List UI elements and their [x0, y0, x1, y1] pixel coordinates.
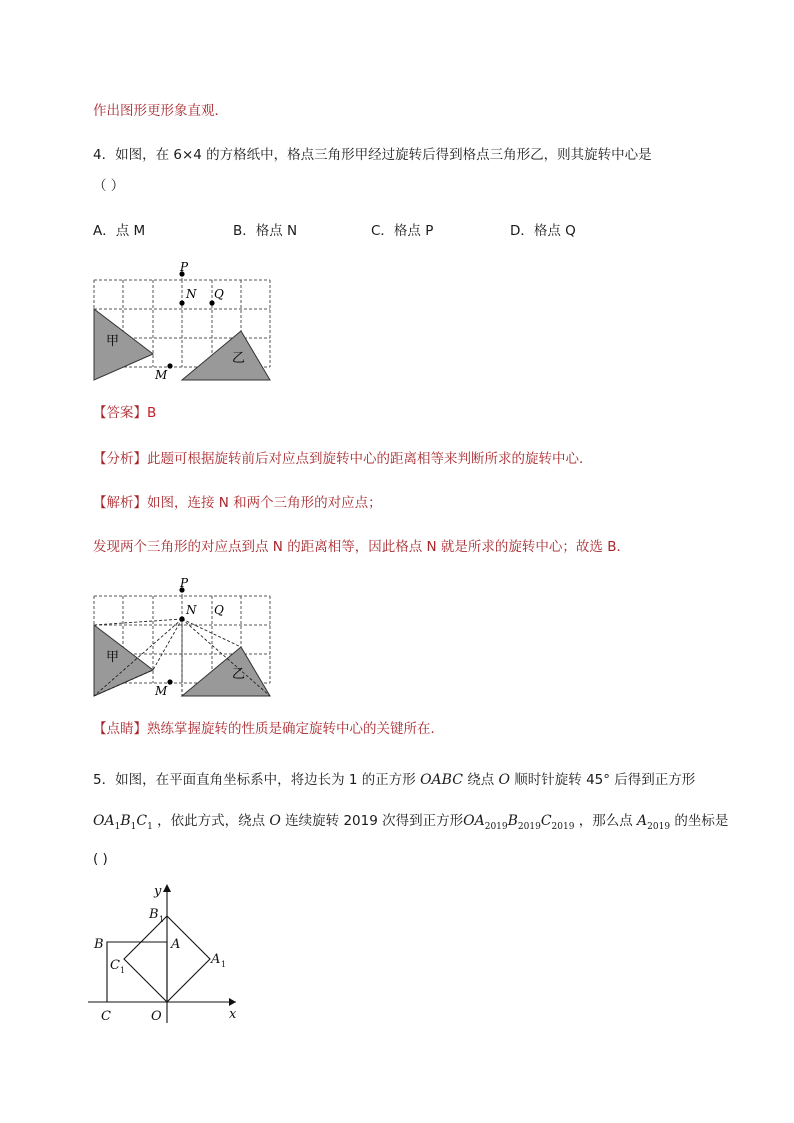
q4-paren: （ ） — [93, 178, 125, 194]
q5-text-2d: 的坐标是 — [670, 813, 729, 829]
q5-oa2019: $OA_{2019}B_{2019}C_{2019}$ — [463, 813, 575, 832]
intro-tail: 作出图形更形象直观． — [93, 103, 228, 119]
q4-option-d: D．格点 Q — [510, 223, 576, 239]
label-n: N — [186, 287, 197, 301]
label-p: P — [180, 260, 189, 274]
label-b1-sub: 1 — [159, 915, 165, 924]
label-yi-2: 乙 — [232, 667, 246, 682]
q4-solution-2 — [93, 537, 630, 557]
label-c1: C — [110, 958, 120, 973]
q4-option-c: C．格点 P — [371, 223, 434, 239]
point-m-2 — [167, 679, 172, 684]
analysis-tag: 【分析】 — [93, 451, 147, 467]
label-b1: B — [149, 907, 159, 922]
q4-option-b: B．格点 N — [233, 223, 298, 239]
solution-text-1: 如图，连接 N 和两个三角形的对应点； — [147, 495, 382, 511]
label-jia-2: 甲 — [106, 650, 120, 665]
label-q: Q — [214, 287, 224, 301]
triangle-jia — [94, 309, 153, 380]
q5-text-1b: 绕点 — [462, 772, 499, 788]
solution-2-n-2: N — [426, 539, 437, 555]
label-yi: 乙 — [232, 351, 246, 366]
label-c1-sub: 1 — [120, 966, 126, 975]
q5-line-2 — [93, 811, 728, 837]
solution-2-part-a: 发现两个三角形的对应点到点 — [93, 539, 273, 555]
label-b: B — [94, 937, 104, 952]
label-a1-sub: 1 — [221, 960, 227, 969]
q5-text-2b: 连续旋转 2019 次得到正方形 — [280, 813, 464, 829]
label-m: M — [155, 368, 168, 382]
point-n — [179, 300, 184, 305]
q4-figure-grid — [88, 258, 278, 384]
q5-paren: ( ) — [93, 851, 108, 867]
point-q — [209, 300, 214, 305]
q5-o-2: O — [269, 813, 281, 829]
label-q-2: Q — [214, 603, 224, 617]
answer-tag: 【答案】 — [93, 405, 147, 421]
q4-figure-solution — [88, 574, 278, 700]
q4-comment — [93, 719, 444, 739]
label-a: A — [171, 937, 181, 952]
label-o: O — [151, 1009, 162, 1024]
label-n-2: N — [186, 603, 197, 617]
q4-answer — [93, 403, 156, 423]
q5-text-2a: ，依此方式，绕点 — [152, 813, 270, 829]
q5-oabc: OABC — [420, 772, 463, 788]
solution-2-part-b: 的距离相等，因此格点 — [282, 539, 427, 555]
label-a1: A — [211, 952, 221, 967]
q4-option-a: A．点 M — [93, 223, 146, 239]
label-jia: 甲 — [106, 334, 120, 349]
comment-text: 熟练掌握旋转的性质是确定旋转中心的关键所在． — [147, 721, 444, 737]
q5-oa1b1c1: $OA_1B_1C_1$ — [93, 813, 153, 832]
q4-stem: 4．如图，在 6×4 的方格纸中，格点三角形甲经过旋转后得到格点三角形乙，则其旋转中心是 — [93, 147, 652, 163]
solution-tag: 【解析】 — [93, 495, 147, 511]
label-p-2: P — [180, 576, 189, 590]
analysis-text: 此题可根据旋转前后对应点到旋转中心的距离相等来判断所求的旋转中心． — [147, 451, 593, 467]
answer-value: B — [147, 405, 157, 421]
q5-text-1a: 5．如图，在平面直角坐标系中，将边长为 1 的正方形 — [93, 772, 421, 788]
comment-tag: 【点睛】 — [93, 721, 147, 737]
q5-line-1 — [93, 770, 695, 790]
x-arrow — [229, 998, 236, 1006]
solution-2-b: B — [607, 539, 617, 555]
q5-a2019: $A_{2019}$ — [637, 813, 671, 832]
point-m — [167, 363, 172, 368]
label-m-2: M — [155, 684, 168, 698]
point-n-2 — [179, 616, 184, 621]
q4-solution-1 — [93, 493, 382, 513]
solution-2-n: N — [272, 539, 283, 555]
label-x: x — [229, 1007, 237, 1022]
q5-figure-coordinate — [88, 880, 248, 1030]
triangle-jia-2 — [94, 625, 153, 696]
label-c: C — [101, 1009, 111, 1024]
y-arrow — [163, 884, 171, 892]
q5-text-1c: 顺时针旋转 45° 后得到正方形 — [510, 772, 696, 788]
q5-text-2c: ，那么点 — [574, 813, 638, 829]
label-y: y — [154, 884, 162, 899]
q5-o: O — [498, 772, 510, 788]
solution-2-part-c: 就是所求的旋转中心；故选 — [436, 539, 608, 555]
q4-analysis — [93, 449, 593, 469]
solution-2-part-d: ． — [616, 539, 630, 555]
